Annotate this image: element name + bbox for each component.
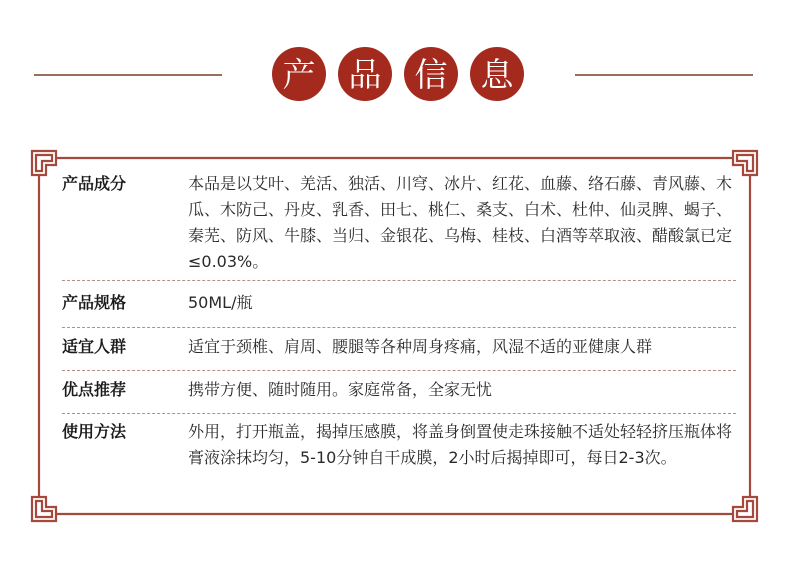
row-label: 产品规格 bbox=[62, 293, 127, 312]
row-advantages bbox=[62, 371, 736, 413]
header-divider-left bbox=[34, 74, 222, 76]
row-label: 使用方法 bbox=[62, 422, 127, 441]
title-char-4: 息 bbox=[470, 47, 524, 101]
row-value: 本品是以艾叶、羌活、独活、川穹、冰片、红花、血藤、络石藤、青风藤、木瓜、木防己、丹皮、乳香、田七、桃仁、桑支、白术、杜仲、仙灵脾、蝎子、秦芜、防风、牛膝、当归、金银花、乌梅、桂枝、白酒等萃取液、醋酸氯已定≤0.03%。 bbox=[188, 174, 733, 271]
title-char-1: 产 bbox=[272, 47, 326, 101]
row-usage bbox=[62, 414, 736, 504]
row-label: 适宜人群 bbox=[62, 337, 127, 356]
row-value: 50ML/瓶 bbox=[188, 293, 253, 312]
row-value: 外用，打开瓶盖，揭掉压感膜，将盖身倒置使走珠接触不适处轻轻挤压瓶体将膏液涂抹均匀，5-10分钟自干成膜，2小时后揭掉即可，每日2-3次。 bbox=[188, 422, 733, 467]
row-audience bbox=[62, 328, 736, 370]
row-value: 适宜于颈椎、肩周、腰腿等各种周身疼痛，风湿不适的亚健康人群 bbox=[188, 337, 653, 356]
row-ingredients bbox=[62, 167, 736, 280]
row-spec bbox=[62, 281, 736, 327]
row-value: 携带方便、随时随用。家庭常备，全家无忧 bbox=[188, 380, 493, 399]
header-divider-right bbox=[575, 74, 753, 76]
title-char-3: 信 bbox=[404, 47, 458, 101]
page-title bbox=[272, 47, 524, 103]
row-label: 优点推荐 bbox=[62, 380, 127, 399]
title-char-2: 品 bbox=[338, 47, 392, 101]
row-label: 产品成分 bbox=[62, 174, 127, 193]
info-table bbox=[62, 167, 736, 504]
